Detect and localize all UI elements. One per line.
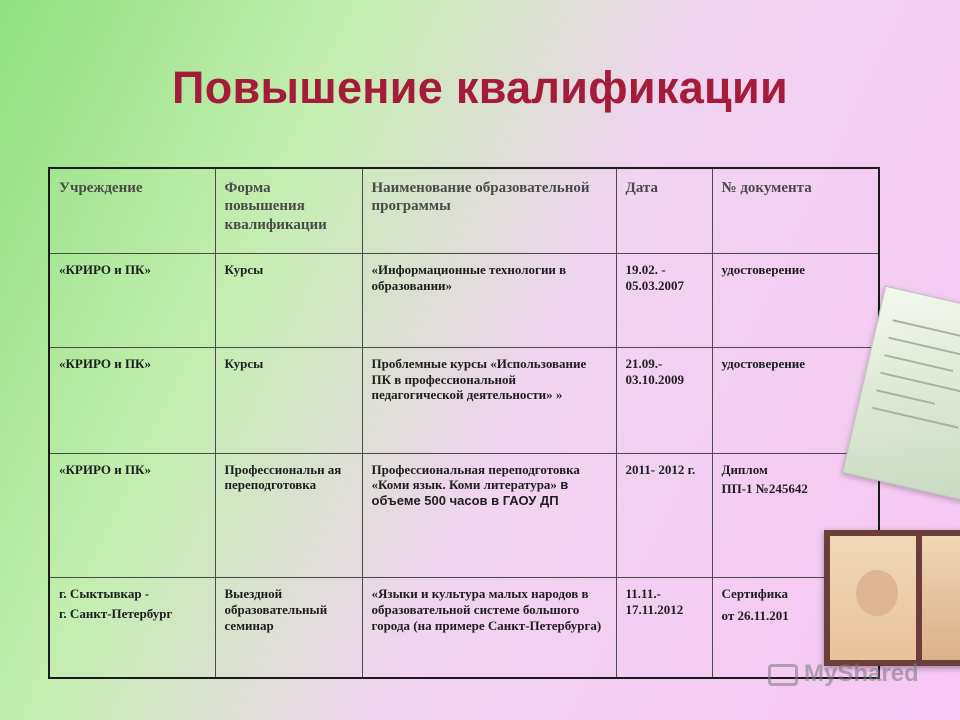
- cell-institution: [49, 578, 215, 678]
- page-title: Повышение квалификации: [172, 62, 788, 113]
- cell-program: [362, 453, 616, 578]
- cell-form: Курсы: [215, 254, 362, 348]
- watermark-text: MyShared: [804, 660, 919, 687]
- presentation-icon: [768, 664, 798, 686]
- cell-form: Профессиональн ая переподготовка: [215, 453, 362, 578]
- cell-institution: «КРИРО и ПК»: [49, 453, 215, 578]
- diploma-page: [922, 536, 960, 660]
- document-type: Сертифика: [721, 586, 789, 602]
- column-header-form: Форма повышения квалификации: [215, 168, 362, 254]
- qualification-table: [48, 167, 880, 679]
- program-text-tail: в объеме 500 часов в ГАОУ ДП: [371, 477, 569, 509]
- cell-date: 19.02. - 05.03.2007: [616, 254, 712, 348]
- column-header-program: Наименование образовательной программы: [362, 168, 616, 254]
- program-text: Профессиональная переподготовка «Коми язык. Коми литература»: [371, 461, 580, 493]
- cell-program: «Информационные технологии в образовании»: [362, 254, 616, 348]
- cell-institution: «КРИРО и ПК»: [49, 347, 215, 453]
- cell-date: 2011- 2012 г.: [616, 453, 712, 578]
- cell-form: Курсы: [215, 347, 362, 453]
- table-row: [49, 578, 879, 678]
- cell-form: Выездной образовательный семинар: [215, 578, 362, 678]
- column-header-institution: Учреждение: [49, 168, 215, 254]
- watermark: [768, 660, 919, 688]
- table-row: [49, 453, 879, 578]
- institution-line: г. Сыктывкар -: [59, 586, 150, 602]
- cell-program: «Языки и культура малых народов в образовательной системе большого города (на примере Санкт-Петербурга): [362, 578, 616, 678]
- document-number: ПП-1 №245642: [721, 481, 808, 497]
- column-header-date: Дата: [616, 168, 712, 254]
- diploma-page: [830, 536, 916, 660]
- document-date: от 26.11.201: [721, 608, 789, 623]
- table-row: [49, 347, 879, 453]
- table-header-row: [49, 168, 879, 254]
- cell-institution: «КРИРО и ПК»: [49, 254, 215, 348]
- cell-date: 11.11.- 17.11.2012: [616, 578, 712, 678]
- table-row: [49, 254, 879, 348]
- cell-program: Проблемные курсы «Использование ПК в профессиональной педагогической деятельности» »: [362, 347, 616, 453]
- column-header-document: № документа: [712, 168, 879, 254]
- document-type: Диплом: [721, 461, 768, 477]
- diploma-photo: [824, 530, 960, 666]
- cell-date: 21.09.- 03.10.2009: [616, 347, 712, 453]
- emblem-icon: [856, 570, 898, 616]
- cell-document: удостоверение: [712, 347, 879, 453]
- institution-line: г. Санкт-Петербург: [59, 606, 173, 621]
- cell-document: удостоверение: [712, 254, 879, 348]
